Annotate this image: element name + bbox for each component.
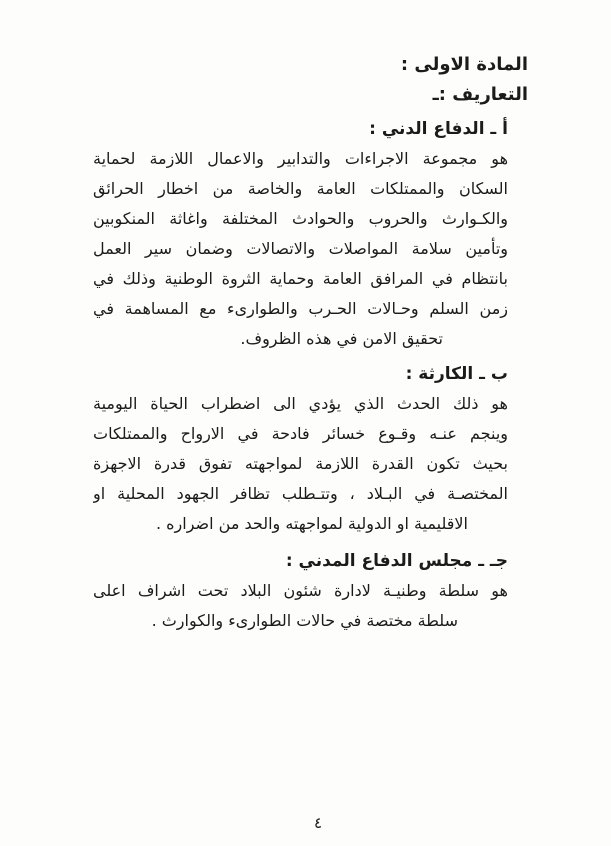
paragraph-line: بحيث تكون القدرة اللازمة لمواجهته تفوق قدرة الاجهزة — [93, 454, 508, 473]
paragraph-line: هو سلطة وطنيـة لادارة شئون البلاد تحت اشراف اعلى — [93, 581, 508, 600]
section-civil-defense — [93, 114, 508, 354]
paragraph-line: وينجم عنـه وقـوع خسائر فادحة في الارواح والممتلكات — [93, 424, 508, 443]
paragraph-line: هو مجموعة الاجراءات والتدابير والاعمال اللازمة لحماية — [93, 149, 508, 168]
text-block — [93, 0, 528, 636]
page-number: ٤ — [313, 814, 323, 832]
section-b-heading: ب ـ الكارثة : — [405, 364, 508, 384]
paragraph-line: السكان والممتلكات العامة والخاصة من اخطار الحرائق — [93, 179, 508, 198]
paragraph-line: زمن السلم وحـالات الحـرب والطوارىء مع المساهمة في — [93, 299, 508, 318]
definitions-heading: التعاريف :ـ — [432, 84, 528, 105]
section-c-heading: جـ ـ مجلس الدفاع المدني : — [285, 551, 508, 571]
paragraph-line: والكـوارث والحروب والحوادث المختلفة واغاثة المنكوبين — [93, 209, 508, 228]
paragraph-line: هو ذلك الحدث الذي يؤدي الى اضطراب الحياة اليومية — [93, 394, 508, 413]
article-title: المادة الاولى : — [400, 54, 528, 75]
paragraph-line: الاقليمية او الدولية لمواجهته والحد من اضراره . — [155, 514, 468, 533]
paragraph-line: بانتظام في المرافق العامة وحماية الثروة الوطنية وذلك في — [93, 269, 508, 288]
section-civil-defense-council — [93, 546, 508, 636]
paragraph-line: وتأمين سلامة المواصلات والاتصالات وضمان سير العمل — [93, 239, 508, 258]
paragraph-line: المختصـة في البـلاد ، وتتـطلب تظافر الجهود المحلية او — [93, 484, 508, 503]
paragraph-line: تحقيق الامن في هذه الظروف. — [240, 329, 443, 348]
paragraph-line: سلطة مختصة في حالات الطوارىء والكوارث . — [151, 611, 458, 630]
section-a-heading: أ ـ الدفاع الدني : — [369, 119, 508, 139]
section-disaster — [93, 359, 508, 539]
